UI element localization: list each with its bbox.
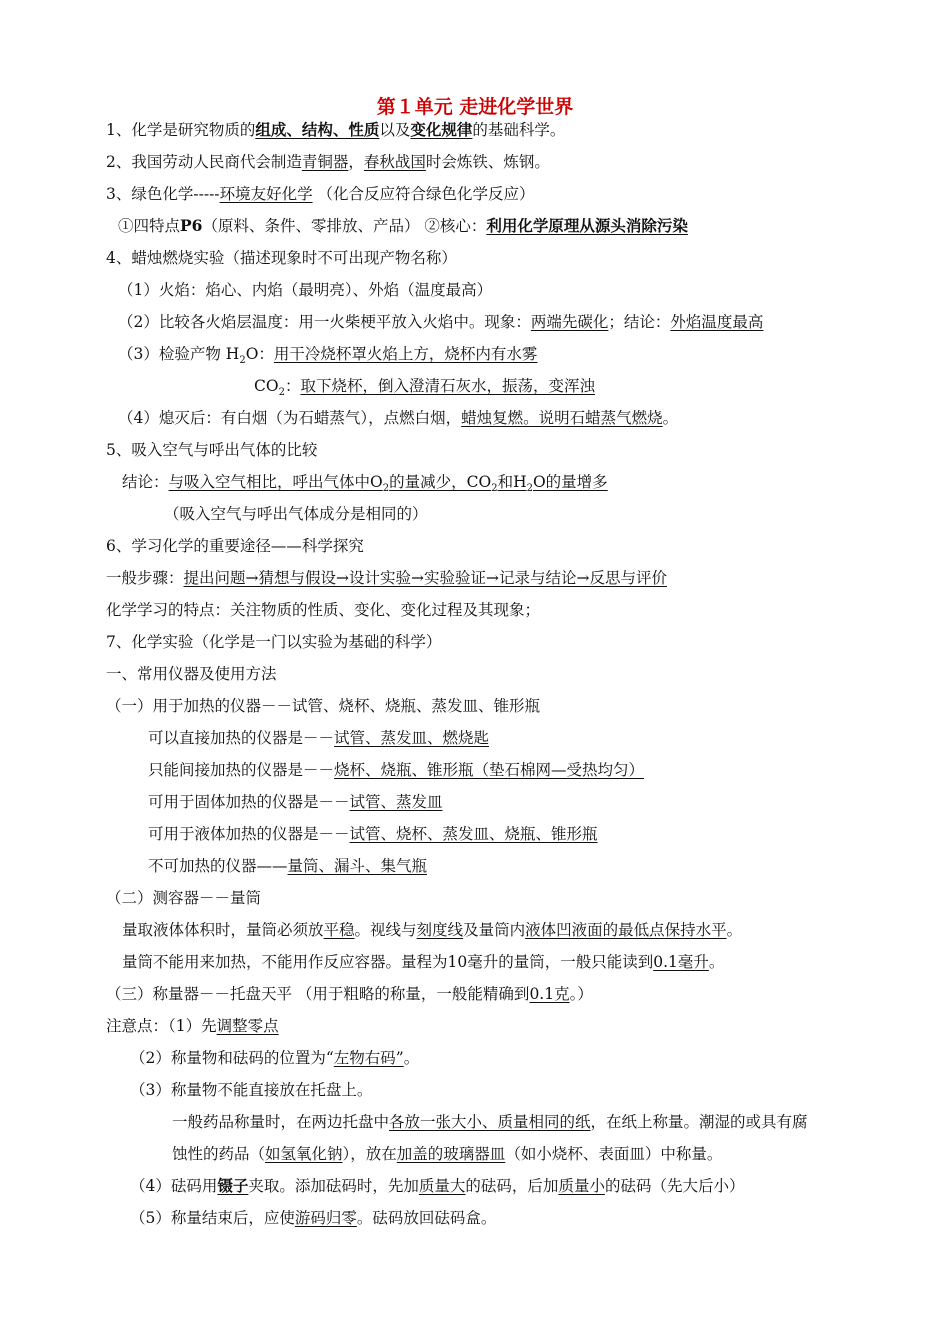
underlined-text: 青铜器 bbox=[301, 153, 349, 171]
underlined-text: 蜡烛复燃。说明石蜡蒸气燃烧 bbox=[461, 409, 663, 427]
underlined-text: 2 bbox=[382, 483, 390, 495]
text-segment: 注意点：（1）先 bbox=[106, 1017, 217, 1035]
text-segment: 1、化学是研究物质的 bbox=[106, 121, 256, 139]
underlined-text: 变化规律 bbox=[410, 120, 473, 139]
text-line bbox=[254, 376, 595, 403]
text-line bbox=[172, 1144, 722, 1164]
text-segment: 2、我国劳动人民商代会制造 bbox=[106, 153, 302, 171]
underlined-text: 外焰温度最高 bbox=[670, 313, 764, 331]
text-line bbox=[122, 920, 742, 940]
text-line bbox=[130, 1208, 496, 1228]
text-segment: 7、化学实验（化学是一门以实验为基础的科学） bbox=[106, 633, 442, 651]
text-segment: 时会炼铁、炼钢。 bbox=[425, 153, 550, 171]
underlined-text: 烧杯、烧瓶、锥形瓶（垫石棉网—受热均匀） bbox=[334, 761, 645, 779]
text-segment: ①四特点 bbox=[118, 217, 181, 235]
text-segment: （一）用于加热的仪器－－试管、烧杯、烧瓶、蒸发皿、锥形瓶 bbox=[106, 697, 541, 715]
text-line bbox=[106, 696, 540, 716]
underlined-text: 利用化学原理从源头消除污染 bbox=[486, 216, 688, 235]
underlined-text: 与吸入空气相比，呼出气体中O bbox=[168, 473, 383, 491]
underlined-text: 春秋战国 bbox=[363, 153, 426, 171]
underlined-text: 液体凹液面的最低点保持水平 bbox=[525, 921, 727, 939]
text-segment: ；结论： bbox=[608, 313, 671, 331]
text-line bbox=[106, 248, 457, 268]
underlined-text: 提出问题→猜想与假设→设计实验→实验验证→记录与结论→反思与评价 bbox=[183, 569, 667, 587]
text-segment: 一、常用仪器及使用方法 bbox=[106, 665, 277, 683]
text-segment: O： bbox=[245, 345, 274, 363]
text-line bbox=[122, 952, 724, 972]
text-segment: 可用于液体加热的仪器是－－ bbox=[148, 825, 350, 843]
text-segment: ， bbox=[348, 153, 364, 171]
text-segment: 。 bbox=[403, 1049, 420, 1067]
text-segment: （二）测容器－－量筒 bbox=[106, 889, 262, 907]
text-segment: 6、学习化学的重要途径——科学探究 bbox=[106, 537, 364, 555]
text-line bbox=[164, 504, 428, 524]
text-segment: 。） bbox=[569, 985, 593, 1003]
text-line bbox=[118, 408, 678, 428]
text-segment: ： bbox=[284, 377, 301, 395]
underlined-text: 2 bbox=[491, 483, 498, 495]
text-segment: 。 bbox=[726, 921, 743, 939]
text-line bbox=[118, 280, 492, 300]
text-segment: CO bbox=[254, 377, 279, 395]
text-segment: （原料、条件、零排放、产品） ②核心： bbox=[202, 217, 487, 235]
text-segment: 。 bbox=[662, 409, 679, 427]
text-line bbox=[106, 600, 540, 620]
underlined-text: 取下烧杯，倒入澄清石灰水，振荡，变浑浊 bbox=[300, 377, 595, 395]
text-line bbox=[122, 472, 608, 499]
text-segment: （三）称量器－－托盘天平 （用于粗略的称量，一般能精确到 bbox=[106, 985, 530, 1003]
underlined-text: 平稳 bbox=[323, 921, 355, 939]
text-segment: 量筒不能用来加热，不能用作反应容器。量程为10毫升的量筒，一般只能读到 bbox=[122, 953, 654, 971]
text-line bbox=[130, 1176, 744, 1196]
text-line bbox=[118, 312, 763, 332]
underlined-text: 组成、结构、性质 bbox=[255, 120, 380, 139]
text-segment: 。视线与 bbox=[354, 921, 417, 939]
text-line bbox=[130, 1048, 419, 1068]
text-segment: 只能间接加热的仪器是－－ bbox=[148, 761, 335, 779]
text-line bbox=[118, 344, 537, 371]
text-segment: 可用于固体加热的仪器是－－ bbox=[148, 793, 350, 811]
text-line bbox=[106, 632, 441, 652]
text-segment: （4）砝码用 bbox=[130, 1177, 218, 1195]
underlined-text: 环境友好化学 bbox=[219, 185, 313, 203]
text-segment: （1）火焰：焰心、内焰（最明亮）、外焰（温度最高） bbox=[118, 281, 493, 299]
underlined-text: 如氢氧化钠 bbox=[265, 1145, 343, 1163]
text-segment: 不可加热的仪器—— bbox=[148, 857, 288, 875]
text-segment: （如小烧杯、表面皿）中称量。 bbox=[505, 1145, 723, 1163]
text-segment: （吸入空气与呼出气体成分是相同的） bbox=[164, 505, 428, 523]
text-segment: （2）比较各火焰层温度：用一火柴梗平放入火焰中。现象： bbox=[118, 313, 531, 331]
text-segment: 一般步骤： bbox=[106, 569, 184, 587]
text-segment: 。砝码放回砝码盒。 bbox=[356, 1209, 497, 1227]
underlined-text: 0.1毫升 bbox=[653, 953, 709, 971]
text-line bbox=[106, 536, 364, 556]
text-line bbox=[106, 120, 565, 140]
underlined-text: 2 bbox=[526, 483, 533, 495]
text-line bbox=[106, 568, 667, 588]
underlined-text: 调整零点 bbox=[216, 1017, 279, 1035]
text-line bbox=[148, 856, 427, 876]
underlined-text: 试管、蒸发皿、燃烧匙 bbox=[334, 729, 490, 747]
underlined-text: 加盖的玻璃器皿 bbox=[396, 1145, 506, 1163]
text-segment: （2）称量物和砝码的位置为“ bbox=[130, 1049, 334, 1067]
text-segment: （3）检验产物 H bbox=[118, 345, 240, 363]
text-segment: （4）熄灭后：有白烟（为石蜡蒸气），点燃白烟， bbox=[118, 409, 462, 427]
text-line bbox=[148, 728, 489, 748]
text-segment: （5）称量结束后，应使 bbox=[130, 1209, 295, 1227]
text-segment: 2 bbox=[278, 387, 285, 399]
underlined-text: 用干冷烧杯罩火焰上方，烧杯内有水雾 bbox=[273, 345, 538, 363]
underlined-text: 质量小 bbox=[558, 1177, 605, 1195]
text-segment: 夹取。添加砝码时，先加 bbox=[248, 1177, 419, 1195]
text-segment: 可以直接加热的仪器是－－ bbox=[148, 729, 335, 747]
text-line bbox=[106, 152, 550, 172]
text-segment: 。 bbox=[708, 953, 725, 971]
text-segment: 以及 bbox=[379, 121, 411, 139]
text-line bbox=[148, 824, 598, 844]
underlined-text: 游码归零 bbox=[294, 1209, 357, 1227]
text-segment: 蚀性的药品（ bbox=[172, 1145, 266, 1163]
text-line bbox=[106, 664, 277, 684]
text-line bbox=[106, 888, 261, 908]
underlined-text: 各放一张大小、质量相同的纸 bbox=[389, 1113, 591, 1131]
text-segment: 的砝码（先大后小） bbox=[604, 1177, 745, 1195]
text-line bbox=[148, 792, 443, 812]
text-segment: 2 bbox=[239, 355, 246, 367]
underlined-text: 左物右码” bbox=[333, 1049, 404, 1067]
text-segment: ，在纸上称量。潮湿的或具有腐 bbox=[590, 1113, 808, 1131]
page-title: 第１单元 走进化学世界 bbox=[376, 96, 574, 118]
text-segment: 及量筒内 bbox=[463, 921, 526, 939]
text-line bbox=[172, 1112, 808, 1132]
underlined-text: 试管、蒸发皿 bbox=[349, 793, 443, 811]
text-segment: 的基础科学。 bbox=[472, 121, 566, 139]
underlined-text: 的量减少，CO bbox=[389, 473, 492, 491]
underlined-text: 和H bbox=[497, 473, 527, 491]
text-line bbox=[118, 216, 688, 236]
underlined-text: 镊子 bbox=[217, 1176, 249, 1195]
underlined-text: 质量大 bbox=[418, 1177, 466, 1195]
underlined-text: 试管、烧杯、蒸发皿、烧瓶、锥形瓶 bbox=[349, 825, 598, 843]
text-segment: （3）称量物不能直接放在托盘上。 bbox=[130, 1081, 373, 1099]
underlined-text: 量筒、漏斗、集气瓶 bbox=[287, 857, 428, 875]
text-segment: 3、绿色化学----- bbox=[106, 185, 220, 203]
text-line bbox=[106, 1016, 279, 1036]
text-line bbox=[106, 984, 593, 1004]
text-segment: P6 bbox=[180, 216, 203, 235]
text-line bbox=[130, 1080, 372, 1100]
text-segment: 化学学习的特点：关注物质的性质、变化、变化过程及其现象； bbox=[106, 601, 541, 619]
text-line bbox=[106, 184, 535, 204]
text-segment: ），放在 bbox=[342, 1145, 397, 1163]
text-segment: 4、蜡烛燃烧实验（描述现象时不可出现产物名称） bbox=[106, 249, 457, 267]
text-segment: （化合反应符合绿色化学反应） bbox=[312, 185, 535, 203]
text-segment: 一般药品称量时，在两边托盘中 bbox=[172, 1113, 390, 1131]
text-line bbox=[148, 760, 644, 780]
text-segment: 的砝码，后加 bbox=[465, 1177, 559, 1195]
underlined-text: 0.1克 bbox=[529, 985, 570, 1003]
text-segment: 结论： bbox=[122, 473, 169, 491]
underlined-text: 两端先碳化 bbox=[530, 313, 609, 331]
text-line bbox=[106, 440, 317, 460]
text-segment: 5、吸入空气与呼出气体的比较 bbox=[106, 441, 318, 459]
text-segment: 量取液体体积时，量筒必须放 bbox=[122, 921, 324, 939]
underlined-text: O的量增多 bbox=[532, 473, 608, 491]
underlined-text: 刻度线 bbox=[416, 921, 464, 939]
